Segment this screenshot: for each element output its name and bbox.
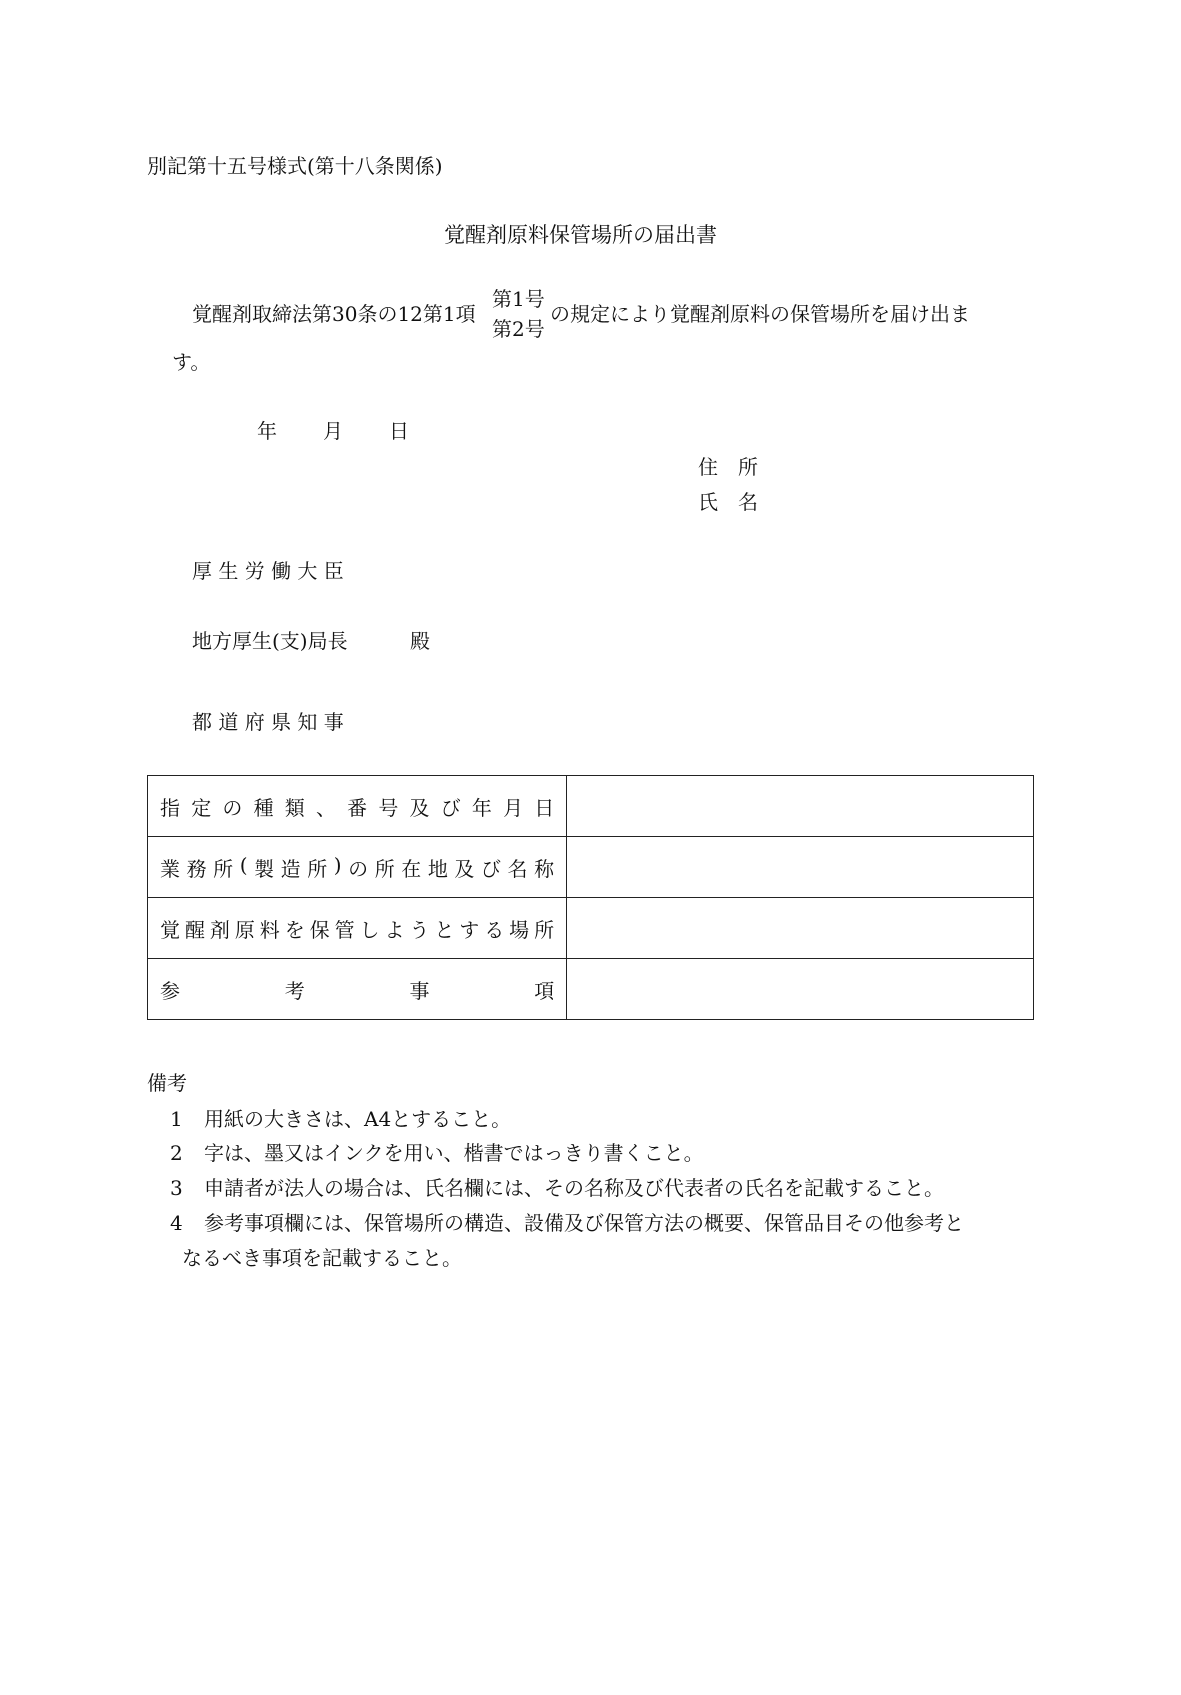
recipient-regional-bureau: 地方厚生(支)局長 xyxy=(192,629,348,653)
label-char: を xyxy=(284,917,305,942)
label-char: 地 xyxy=(427,856,448,881)
label-char: 業 xyxy=(160,856,180,881)
table-row-label xyxy=(148,776,567,837)
label-char: 覚 xyxy=(160,917,180,942)
note-item xyxy=(170,1109,511,1129)
table-row xyxy=(148,837,1034,898)
label-char: 製 xyxy=(254,856,275,881)
table-row-value-field[interactable] xyxy=(567,959,1034,1020)
date-year-label: 年 xyxy=(257,419,277,443)
address-label: 住 所 xyxy=(698,455,758,479)
body-text-prefix: 覚醒剤取締法第30条の12第1項 xyxy=(192,302,476,326)
note-item xyxy=(170,1143,704,1163)
name-label: 氏 名 xyxy=(698,490,758,514)
date-day-label: 日 xyxy=(389,419,409,443)
label-char: 年 xyxy=(471,795,492,820)
clause-option-stack xyxy=(492,289,545,339)
table-row xyxy=(148,959,1034,1020)
label-char: 所 xyxy=(534,917,555,942)
label-char: と xyxy=(434,917,455,942)
form-number: 別記第十五号様式(第十八条関係) xyxy=(147,154,443,178)
table-row xyxy=(148,898,1034,959)
note-item xyxy=(170,1178,944,1198)
label-char: ) xyxy=(333,852,342,877)
label-char: 定 xyxy=(191,795,212,820)
label-char: 号 xyxy=(378,795,399,820)
items-table xyxy=(147,775,1034,1020)
document-title: 覚醒剤原料保管場所の届出書 xyxy=(444,223,717,247)
note-number: 4 xyxy=(170,1211,183,1235)
label-char: 類 xyxy=(284,795,305,820)
note-number: 3 xyxy=(170,1176,183,1200)
date-line xyxy=(257,421,409,441)
table-row-value-field[interactable] xyxy=(567,837,1034,898)
table-row-label xyxy=(148,959,567,1020)
label-char: 原 xyxy=(234,917,255,942)
label-char: 務 xyxy=(186,856,207,881)
label-char: 及 xyxy=(454,856,475,881)
label-char: の xyxy=(348,856,369,881)
label-char: び xyxy=(440,795,461,820)
label-char: の xyxy=(222,795,243,820)
label-char: び xyxy=(480,856,501,881)
label-char: 管 xyxy=(334,917,355,942)
label-char: 造 xyxy=(280,856,301,881)
table-row-label-text xyxy=(160,853,554,882)
label-char: 所 xyxy=(374,856,395,881)
table-row-label xyxy=(148,837,567,898)
label-char: 項 xyxy=(534,978,555,1003)
label-char: 日 xyxy=(534,795,555,820)
label-char: 所 xyxy=(213,856,234,881)
label-char: 及 xyxy=(409,795,430,820)
label-char: 、 xyxy=(315,795,336,820)
label-char: 剤 xyxy=(209,917,230,942)
label-char: う xyxy=(409,917,430,942)
recipient-governor: 都 道 府 県 知 事 xyxy=(192,710,344,734)
label-char: る xyxy=(484,917,505,942)
table-row xyxy=(148,776,1034,837)
label-char: 事 xyxy=(409,978,430,1003)
label-char: 考 xyxy=(284,978,305,1003)
label-char: 在 xyxy=(401,856,422,881)
note-item xyxy=(170,1213,964,1233)
label-char: 指 xyxy=(160,795,180,820)
label-char: 称 xyxy=(534,856,555,881)
body-text-suffix: の規定により覚醒剤原料の保管場所を届け出ま xyxy=(550,302,970,326)
table-row-label-text xyxy=(160,914,554,943)
table-row-label-text xyxy=(160,792,554,821)
label-char: 醒 xyxy=(184,917,205,942)
label-char: ( xyxy=(239,852,248,877)
body-text-continuation: す。 xyxy=(172,350,211,374)
notes-heading: 備考 xyxy=(147,1071,187,1095)
clause-option-lower: 第2号 xyxy=(492,317,545,341)
label-char: 参 xyxy=(160,978,180,1003)
recipient-honorific: 殿 xyxy=(410,629,430,653)
note-text: 字は、墨又はインクを用い、楷書ではっきり書くこと。 xyxy=(204,1141,704,1165)
label-char: 保 xyxy=(309,917,330,942)
label-char: 所 xyxy=(307,856,328,881)
recipient-minister: 厚 生 労 働 大 臣 xyxy=(192,559,344,583)
note-number: 2 xyxy=(170,1141,183,1165)
label-char: 番 xyxy=(347,795,368,820)
table-row-label xyxy=(148,898,567,959)
note-number: 1 xyxy=(170,1107,183,1131)
table-row-value-field[interactable] xyxy=(567,776,1034,837)
note-text: 申請者が法人の場合は、氏名欄には、その名称及び代表者の氏名を記載すること。 xyxy=(204,1176,944,1200)
label-char: し xyxy=(359,917,380,942)
label-char: 名 xyxy=(507,856,528,881)
clause-option-upper: 第1号 xyxy=(492,287,545,311)
label-char: 月 xyxy=(503,795,524,820)
note-text-continuation: なるべき事項を記載すること。 xyxy=(182,1246,462,1270)
date-month-label: 月 xyxy=(323,419,343,443)
label-char: よ xyxy=(384,917,405,942)
label-char: 場 xyxy=(509,917,530,942)
note-text: 参考事項欄には、保管場所の構造、設備及び保管方法の概要、保管品目その他参考と xyxy=(204,1211,964,1235)
note-text: 用紙の大きさは、A4とすること。 xyxy=(204,1107,512,1131)
table-row-label-text xyxy=(160,975,554,1004)
label-char: 種 xyxy=(253,795,274,820)
label-char: 料 xyxy=(259,917,280,942)
table-row-value-field[interactable] xyxy=(567,898,1034,959)
label-char: す xyxy=(459,917,480,942)
